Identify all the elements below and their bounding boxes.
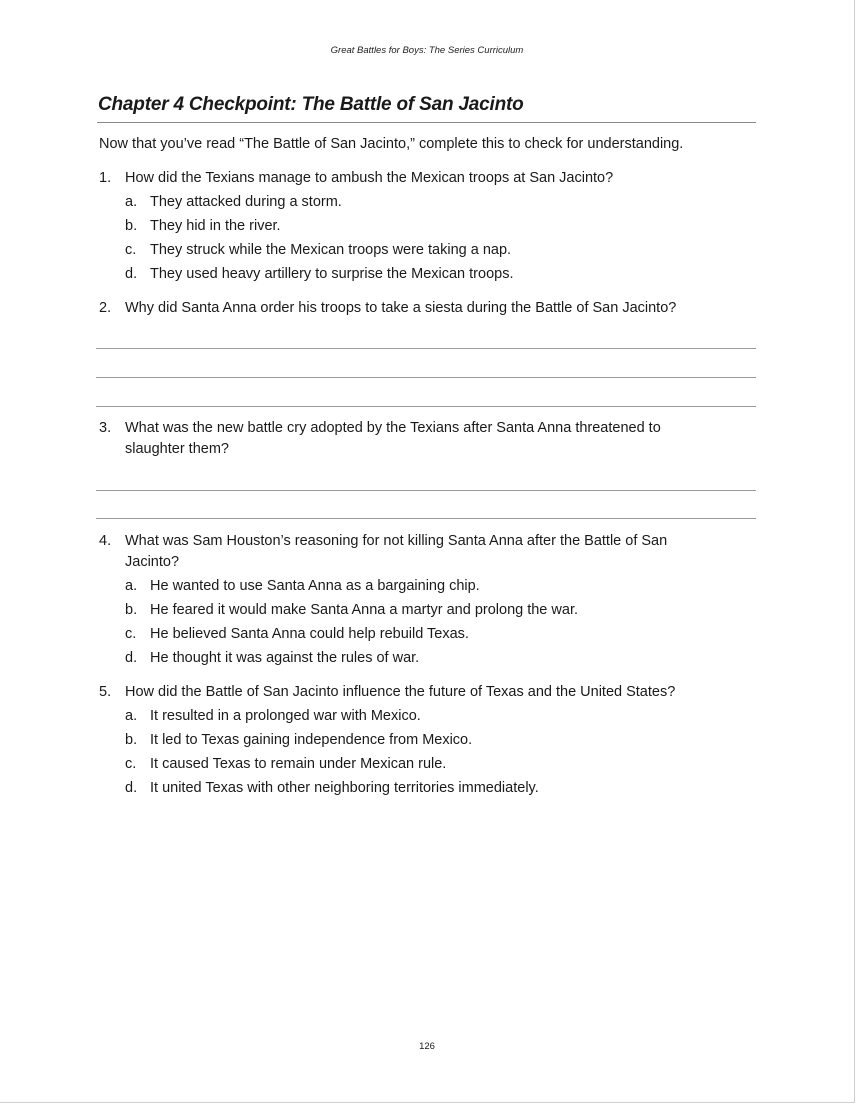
option-text: They attacked during a storm. — [150, 194, 342, 210]
option-letter: b. — [125, 218, 138, 234]
option-letter: c. — [125, 756, 137, 772]
option-text: It resulted in a prolonged war with Mexico. — [150, 708, 421, 724]
option-letter: b. — [125, 732, 138, 748]
option-text: He feared it would make Santa Anna a martyr and prolong the war. — [150, 602, 578, 618]
answer-line[interactable] — [96, 518, 756, 519]
question-text: How did the Battle of San Jacinto influence the future of Texas and the United States? — [125, 684, 676, 700]
question-text: What was the new battle cry adopted by the Texians after Santa Anna threatened to slaughter them? — [125, 420, 661, 457]
answer-line[interactable] — [96, 377, 756, 378]
intro-text: Now that you’ve read “The Battle of San Jacinto,” complete this to check for understanding. — [99, 136, 684, 152]
option-text: He believed Santa Anna could help rebuild Texas. — [150, 626, 469, 642]
question-number: 2. — [99, 300, 112, 316]
chapter-title: Chapter 4 Checkpoint: The Battle of San Jacinto — [98, 94, 524, 115]
option-text: It united Texas with other neighboring territories immediately. — [150, 780, 539, 796]
option-text: He thought it was against the rules of war. — [150, 650, 420, 666]
option-text: It caused Texas to remain under Mexican rule. — [150, 756, 447, 772]
answer-line[interactable] — [96, 490, 756, 491]
option-letter: a. — [125, 708, 138, 724]
option-letter: d. — [125, 650, 138, 666]
option-letter: a. — [125, 194, 138, 210]
question-number: 1. — [99, 170, 112, 186]
question-text: How did the Texians manage to ambush the Mexican troops at San Jacinto? — [125, 170, 614, 186]
question-text: What was Sam Houston’s reasoning for not killing Santa Anna after the Battle of San Jacinto? — [125, 533, 668, 570]
option-letter: d. — [125, 780, 138, 796]
question-number: 4. — [99, 533, 112, 549]
question-number: 3. — [99, 420, 112, 436]
option-text: They struck while the Mexican troops were taking a nap. — [150, 242, 512, 258]
option-text: It led to Texas gaining independence from Mexico. — [150, 732, 473, 748]
option-letter: c. — [125, 242, 137, 258]
option-letter: a. — [125, 578, 138, 594]
answer-line[interactable] — [96, 348, 756, 349]
question-text: Why did Santa Anna order his troops to take a siesta during the Battle of San Jacinto? — [125, 300, 677, 316]
option-letter: b. — [125, 602, 138, 618]
option-text: They hid in the river. — [150, 218, 281, 234]
option-text: They used heavy artillery to surprise the Mexican troops. — [150, 266, 514, 282]
page-number: 126 — [419, 1041, 435, 1052]
answer-line[interactable] — [96, 406, 756, 407]
option-letter: d. — [125, 266, 138, 282]
question-number: 5. — [99, 684, 112, 700]
title-divider — [97, 122, 756, 123]
option-letter: c. — [125, 626, 137, 642]
running-header: Great Battles for Boys: The Series Curriculum — [330, 45, 524, 56]
option-text: He wanted to use Santa Anna as a bargaining chip. — [150, 578, 480, 594]
